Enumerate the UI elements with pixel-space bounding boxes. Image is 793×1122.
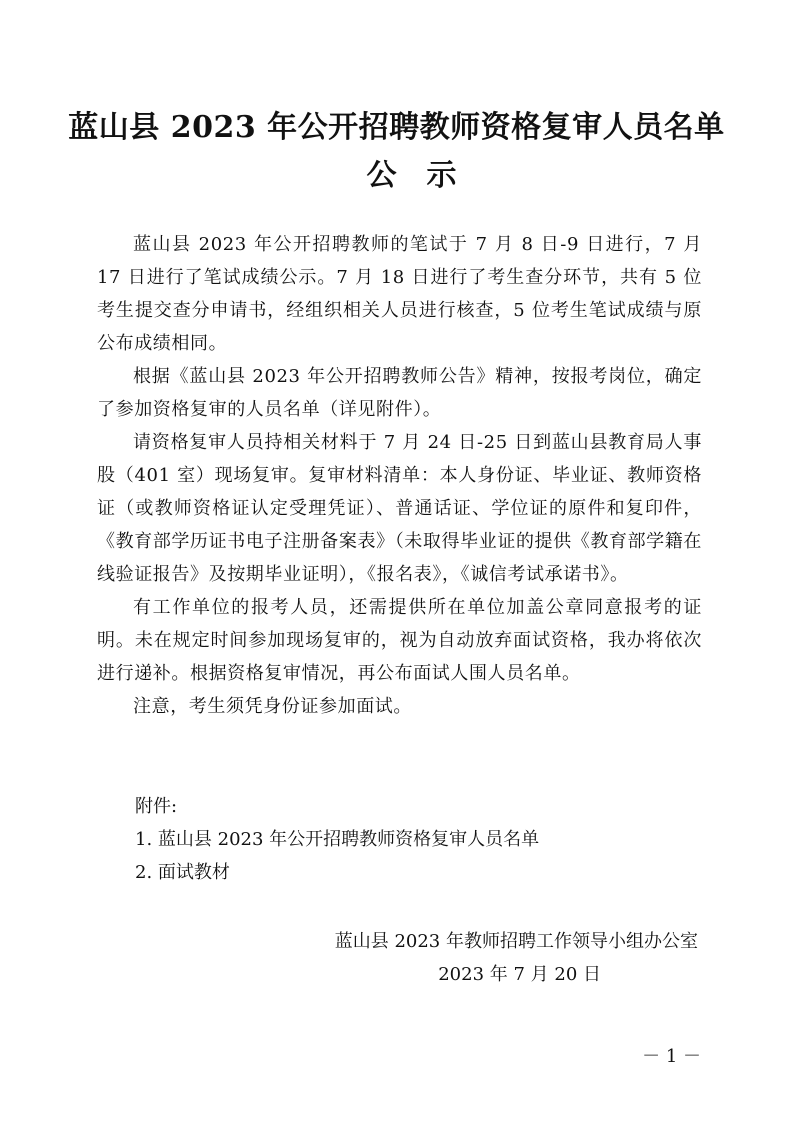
paragraph-1: 蓝山县 2023 年公开招聘教师的笔试于 7 月 8 日-9 日进行，7 月 17 日进行了笔试成绩公示。7 月 18 日进行了考生查分环节，共有 5 位考生提交查分申请书，经组织相关人员进行核查，5 位考生笔试成绩与原公布成绩相同。 xyxy=(97,234,702,354)
signer-name: 蓝山县 2023 年教师招聘工作领导小组办公室 xyxy=(334,931,698,952)
attachment-item-2: 2. 面试教材 xyxy=(135,862,230,883)
paragraph-5: 注意，考生须凭身份证参加面试。 xyxy=(133,696,412,717)
attachments-section xyxy=(135,790,539,889)
signature-block xyxy=(335,925,698,991)
document-body xyxy=(97,228,702,723)
paragraph-2: 根据《蓝山县 2023 年公开招聘教师公告》精神，按报考岗位，确定了参加资格复审的人员名单（详见附件）。 xyxy=(97,366,702,420)
page-subtitle: 公示 xyxy=(366,158,487,193)
paragraph-4: 有工作单位的报考人员，还需提供所在单位加盖公章同意报考的证明。未在规定时间参加现场复审的，视为自动放弃面试资格，我办将依次进行递补。根据资格复审情况，再公布面试人围人员名单。 xyxy=(97,597,702,684)
page-number: － 1 － xyxy=(642,1046,701,1067)
issue-date: 2023 年 7 月 20 日 xyxy=(438,964,601,985)
attachments-label: 附件: xyxy=(135,796,178,817)
page-title: 蓝山县 2023 年公开招聘教师资格复审人员名单 xyxy=(68,110,725,145)
attachment-item-1: 1. 蓝山县 2023 年公开招聘教师资格复审人员名单 xyxy=(135,829,540,850)
paragraph-3: 请资格复审人员持相关材料于 7 月 24 日-25 日到蓝山县教育局人事股（401 室）现场复审。复审材料清单：本人身份证、毕业证、教师资格证（或教师资格证认定受理凭证）、普通话证、学位证的原件和复印件，《教育部学历证书电子注册备案表》（未取得毕业证的提供《教育部学籍在线验证报告》及按期毕业证明），《报名表》，《诚信考试承诺书》。 xyxy=(97,432,702,585)
